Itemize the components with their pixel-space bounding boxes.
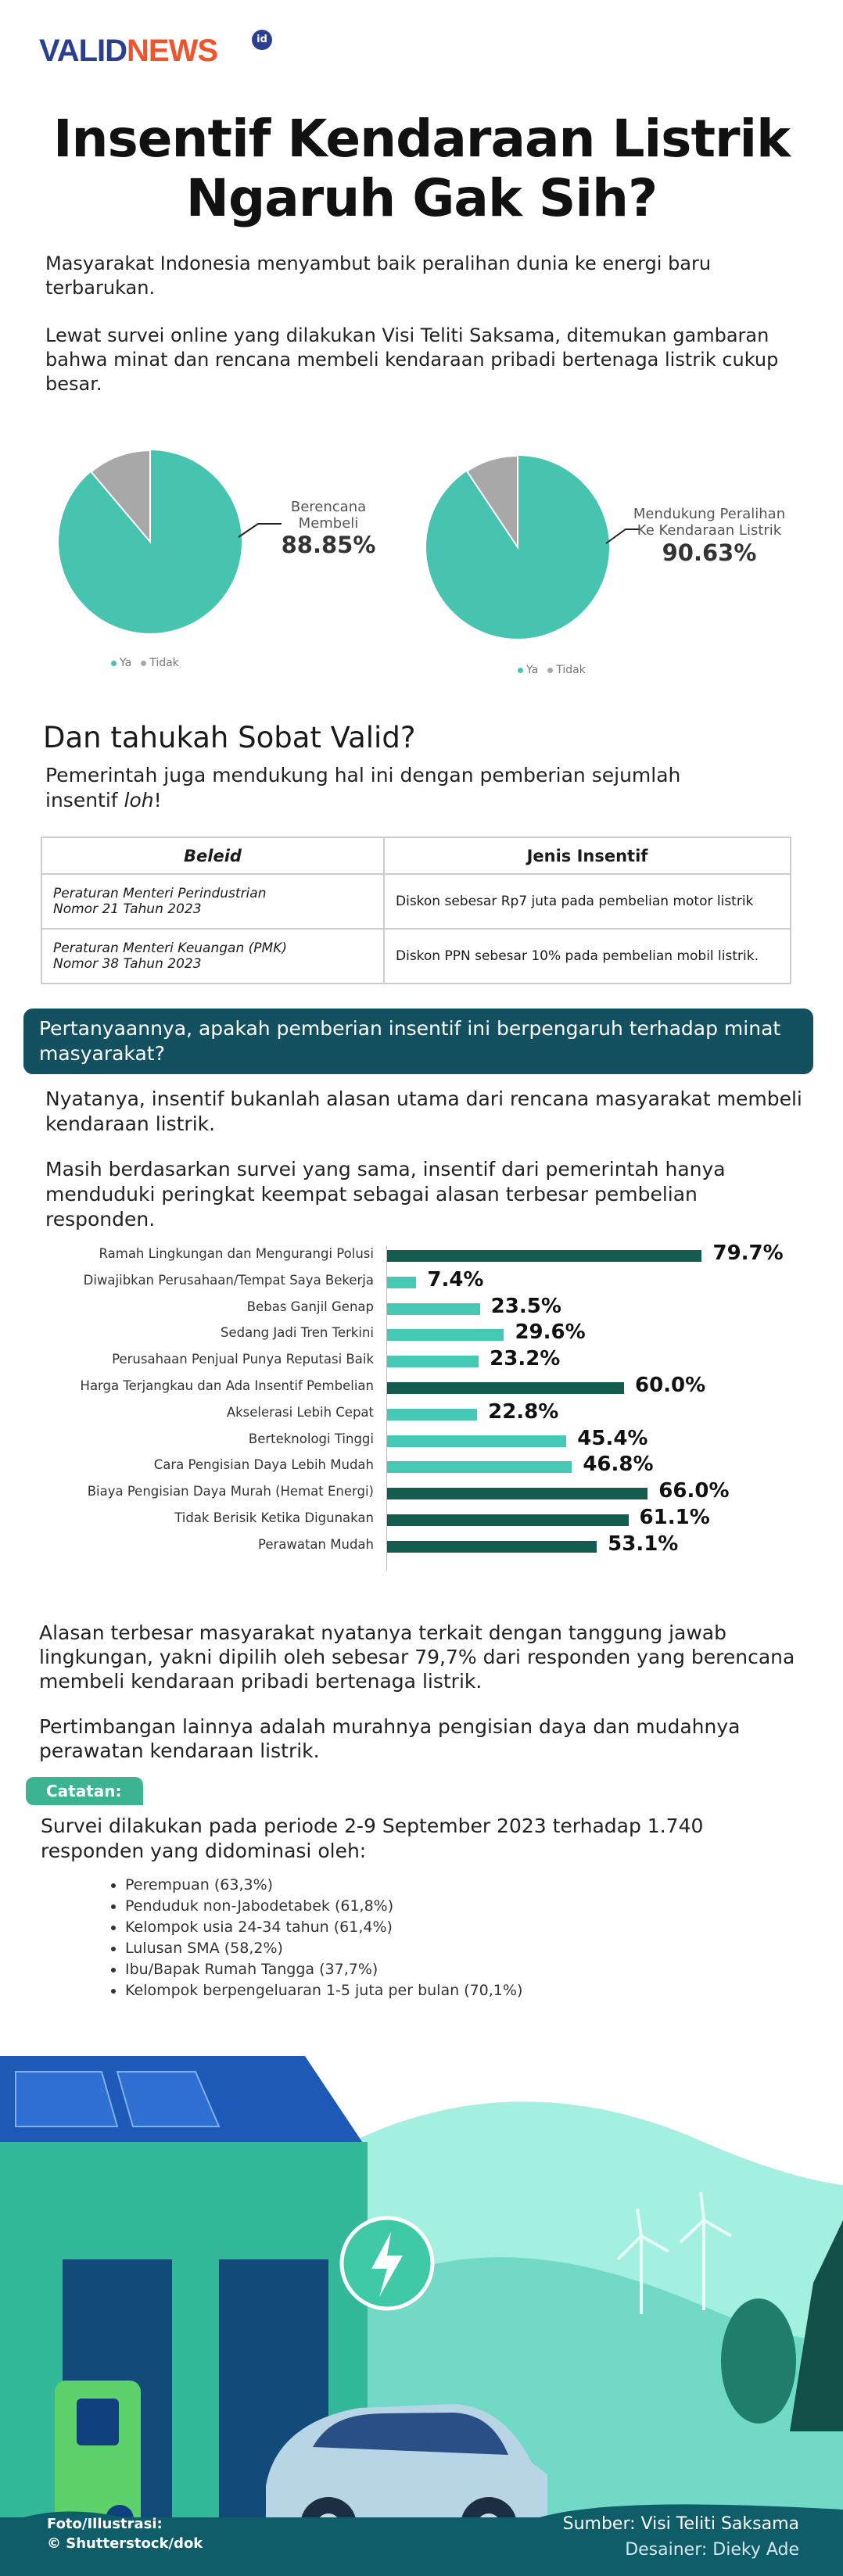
pie-legend xyxy=(518,664,586,676)
logo-news: NEWS xyxy=(127,34,218,68)
page-title xyxy=(0,109,843,228)
note-list xyxy=(125,1875,522,2001)
bar xyxy=(387,1514,629,1526)
bar-row xyxy=(0,1349,843,1374)
legend-label-ya: Ya xyxy=(120,657,132,669)
legend-label-ya: Ya xyxy=(526,664,539,676)
photo-credit-line-2: © Shutterstock/dok xyxy=(47,2535,203,2552)
list-item: • Perempuan (63,3%) xyxy=(125,1875,522,1896)
ev-charging-illustration xyxy=(0,2025,843,2576)
section3-paragraph-1: Nyatanya, insentif bukanlah alasan utama dari rencana masyarakat membeli kendaraan listrik. xyxy=(45,1087,802,1135)
table-cell-regulation xyxy=(41,874,384,929)
bar-value-label: 53.1% xyxy=(608,1532,679,1556)
title-line-1: Insentif Kendaraan Listrik xyxy=(52,109,791,169)
bar-row xyxy=(0,1534,843,1559)
bar-value-label: 46.8% xyxy=(583,1453,654,1477)
bar-row xyxy=(0,1322,843,1347)
bar-value-label: 23.2% xyxy=(490,1347,561,1371)
bar-value-label: 7.4% xyxy=(427,1267,484,1292)
bar xyxy=(387,1382,624,1394)
pie-label xyxy=(619,506,799,539)
pie-value: 88.85% xyxy=(281,532,376,558)
source-credit xyxy=(563,2511,799,2563)
bar-row xyxy=(0,1375,843,1400)
list-item: • Kelompok usia 24-34 tahun (61,4%) xyxy=(125,1917,522,1938)
designer-line: Desainer: Dieky Ade xyxy=(625,2540,799,2560)
bar-value-label: 45.4% xyxy=(577,1426,648,1450)
subtitle-emphasis: loh xyxy=(124,789,154,811)
bar-row xyxy=(0,1243,843,1268)
bar-value-label: 61.1% xyxy=(639,1506,710,1529)
bar-value-label: 23.5% xyxy=(490,1294,561,1318)
regulation-line-2: Nomor 21 Tahun 2023 xyxy=(53,901,202,917)
source-line: Sumber: Visi Teliti Saksama xyxy=(562,2514,799,2534)
legend-dot-tidak xyxy=(547,668,553,673)
table-header-beleid: Beleid xyxy=(41,837,384,874)
legend-label-tidak: Tidak xyxy=(149,657,179,669)
legend-item-tidak xyxy=(547,664,586,676)
section3-paragraph-2: Masih berdasarkan survei yang sama, insentif dari pemerintah hanya menduduki peringkat keempat sebagai alasan terbesar pembelian responden. xyxy=(45,1158,726,1231)
logo-valid: VALID xyxy=(39,34,127,68)
bar-row xyxy=(0,1399,843,1427)
bar xyxy=(387,1488,647,1499)
bar-category-label: Berteknologi Tinggi xyxy=(248,1431,374,1446)
list-item: • Ibu/Bapak Rumah Tangga (37,7%) xyxy=(125,1959,522,1980)
bar-row xyxy=(0,1267,843,1295)
pie-legend xyxy=(111,657,179,669)
bar xyxy=(387,1435,566,1447)
bar xyxy=(387,1409,477,1421)
bar-row xyxy=(0,1481,843,1506)
list-item: • Lulusan SMA (58,2%) xyxy=(125,1938,522,1959)
tree-shape xyxy=(721,2298,796,2424)
section4-paragraph-2: Pertimbangan lainnya adalah murahnya pengisian daya dan mudahnya perawatan kendaraan listrik. xyxy=(39,1715,741,1762)
bar-row xyxy=(0,1296,843,1321)
table-row xyxy=(41,929,791,983)
legend-item-tidak xyxy=(141,657,179,669)
subtitle-end: ! xyxy=(153,789,162,811)
bar xyxy=(387,1329,504,1341)
bar xyxy=(387,1356,479,1367)
bar-category-label: Cara Pengisian Daya Lebih Mudah xyxy=(153,1457,374,1473)
bar-category-label: Diwajibkan Perusahaan/Tempat Saya Bekerja xyxy=(83,1272,374,1288)
title-line-2: Ngaruh Gak Sih? xyxy=(185,168,658,228)
regulation-line-1: Peraturan Menteri Perindustrian xyxy=(53,886,267,901)
legend-item-ya xyxy=(111,657,131,669)
logo-text xyxy=(39,34,217,68)
pie-value: 90.63% xyxy=(662,539,757,566)
intro-paragraph-2: Lewat survei online yang dilakukan Visi Teliti Saksama, ditemukan gambaran bahwa minat dan rencana membeli kendaraan pribadi bertenaga listrik cukup besar. xyxy=(45,324,779,395)
logo xyxy=(39,31,267,70)
section-title: Dan tahukah Sobat Valid? xyxy=(43,721,416,754)
table-cell-regulation xyxy=(41,929,384,983)
pie-chart-2 xyxy=(414,434,843,692)
bar-row xyxy=(0,1428,843,1453)
photo-credit xyxy=(47,2514,203,2553)
legend-item-ya xyxy=(518,664,538,676)
bar-category-label: Perusahaan Penjual Punya Reputasi Baik xyxy=(112,1352,374,1367)
regulation-line-1: Peraturan Menteri Keuangan (PMK) xyxy=(53,940,287,956)
table-header-row xyxy=(41,837,791,874)
bar xyxy=(387,1461,572,1473)
regulation-line-2: Nomor 38 Tahun 2023 xyxy=(53,956,202,972)
bar-category-label: Harga Terjangkau dan Ada Insentif Pembelian xyxy=(80,1378,374,1393)
bar-category-label: Ramah Lingkungan dan Mengurangi Polusi xyxy=(99,1246,374,1261)
bar-value-label: 22.8% xyxy=(488,1399,559,1424)
bar-category-label: Bebas Ganjil Genap xyxy=(246,1299,374,1314)
pie-label-line-1: Berencana xyxy=(290,499,367,515)
pie-chart-1 xyxy=(0,430,414,688)
bar-category-label: Akselerasi Lebih Cepat xyxy=(226,1404,374,1420)
bar-row xyxy=(0,1507,843,1532)
pie-label xyxy=(274,499,383,532)
bar-category-label: Tidak Berisik Ketika Digunakan xyxy=(174,1510,374,1525)
photo-credit-line-1: Foto/Illustrasi: xyxy=(47,2516,163,2532)
bar-value-label: 79.7% xyxy=(712,1241,784,1265)
bar-row xyxy=(0,1454,843,1479)
bar-chart xyxy=(0,1243,843,1571)
note-text: Survei dilakukan pada periode 2-9 September 2023 terhadap 1.740 responden yang didominasi oleh: xyxy=(41,1815,704,1862)
note-tag: Catatan: xyxy=(26,1777,143,1805)
bar xyxy=(387,1541,597,1553)
table-row xyxy=(41,874,791,929)
legend-label-tidak: Tidak xyxy=(556,664,586,676)
legend-dot-ya xyxy=(111,661,117,666)
legend-dot-ya xyxy=(518,668,523,673)
table-header-insentif: Jenis Insentif xyxy=(384,837,791,874)
bar-value-label: 29.6% xyxy=(515,1320,586,1345)
list-item: • Penduduk non-Jabodetabek (61,8%) xyxy=(125,1896,522,1917)
pie-label-line-2: Ke Kendaraan Listrik xyxy=(637,522,782,539)
subtitle-text: Pemerintah juga mendukung hal ini dengan pemberian sejumlah insentif xyxy=(45,764,681,811)
bar xyxy=(387,1303,480,1315)
section2-subtitle xyxy=(45,763,749,813)
pie-label-line-1: Mendukung Peralihan xyxy=(633,506,786,522)
section4-paragraph-1: Alasan terbesar masyarakat nyatanya terkait dengan tanggung jawab lingkungan, yakni dipilih oleh sebesar 79,7% dari responden yang berencana membeli kendaraan pribadi bertenaga listrik. xyxy=(39,1621,795,1693)
incentive-table xyxy=(41,837,791,984)
bar xyxy=(387,1250,701,1262)
logo-id-badge: id xyxy=(252,30,272,50)
list-item: • Kelompok berpengeluaran 1-5 juta per bulan (70,1%) xyxy=(125,1980,522,2001)
table-cell-incentive: Diskon sebesar Rp7 juta pada pembelian motor listrik xyxy=(384,874,791,929)
table-cell-incentive: Diskon PPN sebesar 10% pada pembelian mobil listrik. xyxy=(384,929,791,983)
bar-value-label: 60.0% xyxy=(635,1374,706,1397)
bar-category-label: Biaya Pengisian Daya Murah (Hemat Energi) xyxy=(87,1484,374,1499)
legend-dot-tidak xyxy=(141,661,146,666)
bar xyxy=(387,1277,416,1288)
charger-screen-shape xyxy=(77,2399,119,2445)
intro-paragraph-1: Masyarakat Indonesia menyambut baik peralihan dunia ke energi baru terbarukan. xyxy=(45,253,712,299)
bar-category-label: Sedang Jadi Tren Terkini xyxy=(221,1325,374,1341)
question-banner: Pertanyaannya, apakah pemberian insentif ini berpengaruh terhadap minat masyarakat? xyxy=(23,1009,813,1074)
pie-label-line-2: Membeli xyxy=(298,515,359,532)
bar-value-label: 66.0% xyxy=(658,1479,730,1503)
footer xyxy=(0,2502,843,2576)
pie-chart-1-svg xyxy=(0,430,414,688)
bar-category-label: Perawatan Mudah xyxy=(257,1536,374,1552)
